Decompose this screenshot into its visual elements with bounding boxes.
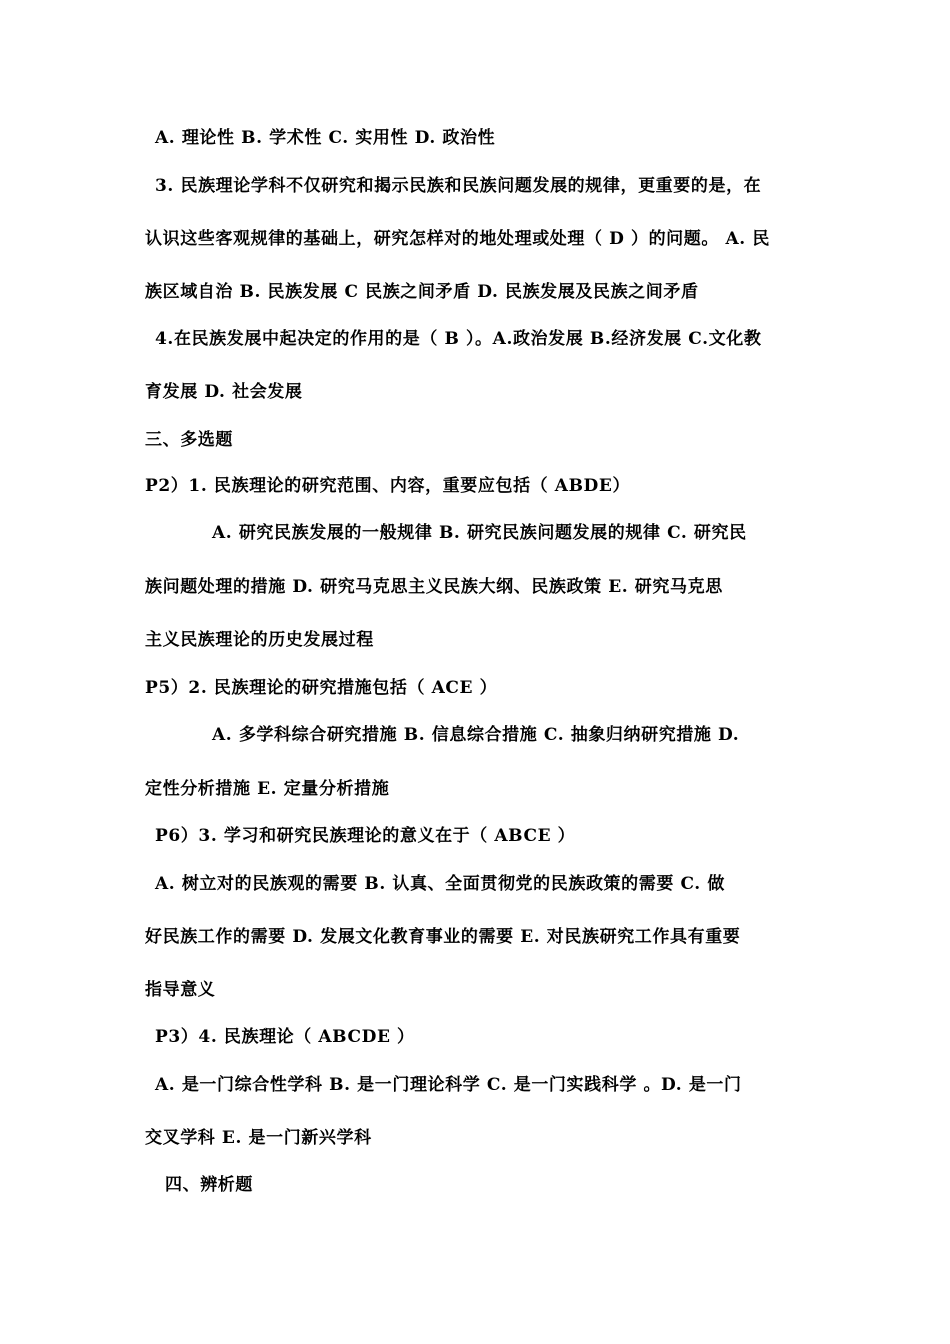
text-line-2: 3. 民族理论学科不仅研究和揭示民族和民族问题发展的规律，更重要的是，在 xyxy=(155,176,762,196)
text-line-9: A. 研究民族发展的一般规律 B. 研究民族问题发展的规律 C. 研究民 xyxy=(212,523,747,543)
text-line-4: 族区域自治 B. 民族发展 C 民族之间矛盾 D. 民族发展及民族之间矛盾 xyxy=(145,282,699,302)
text-line-1: A. 理论性 B. 学术性 C. 实用性 D. 政治性 xyxy=(155,128,496,148)
section-heading-analysis: 四、辨析题 xyxy=(165,1175,253,1195)
text-line-5: 4.在民族发展中起决定的作用的是（ B ）。A.政治发展 B.经济发展 C.文化教 xyxy=(155,329,762,349)
text-line-20: A. 是一门综合性学科 B. 是一门理论科学 C. 是一门实践科学 。D. 是一门 xyxy=(155,1075,742,1095)
text-line-16: A. 树立对的民族观的需要 B. 认真、全面贯彻党的民族政策的需要 C. 做 xyxy=(155,874,725,894)
text-line-13: A. 多学科综合研究措施 B. 信息综合措施 C. 抽象归纳研究措施 D. xyxy=(212,725,740,745)
text-line-12: P5）2. 民族理论的研究措施包括（ ACE ） xyxy=(145,678,498,698)
text-line-14: 定性分析措施 E. 定量分析措施 xyxy=(145,779,390,799)
section-heading-multiple-choice: 三、多选题 xyxy=(145,430,233,450)
text-line-17: 好民族工作的需要 D. 发展文化教育事业的需要 E. 对民族研究工作具有重要 xyxy=(145,927,741,947)
text-line-21: 交叉学科 E. 是一门新兴学科 xyxy=(145,1128,372,1148)
text-line-18: 指导意义 xyxy=(145,980,216,1000)
text-line-8: P2）1. 民族理论的研究范围、内容，重要应包括（ ABDE） xyxy=(145,476,631,496)
text-line-3: 认识这些客观规律的基础上，研究怎样对的地处理或处理（ D ）的问题。 A. 民 xyxy=(145,229,770,249)
text-line-10: 族问题处理的措施 D. 研究马克思主义民族大纲、民族政策 E. 研究马克思 xyxy=(145,577,723,597)
text-line-6: 育发展 D. 社会发展 xyxy=(145,382,303,402)
text-line-15: P6）3. 学习和研究民族理论的意义在于（ ABCE ） xyxy=(155,826,576,846)
text-line-19: P3）4. 民族理论（ ABCDE ） xyxy=(155,1027,415,1047)
text-line-11: 主义民族理论的历史发展过程 xyxy=(145,630,374,650)
